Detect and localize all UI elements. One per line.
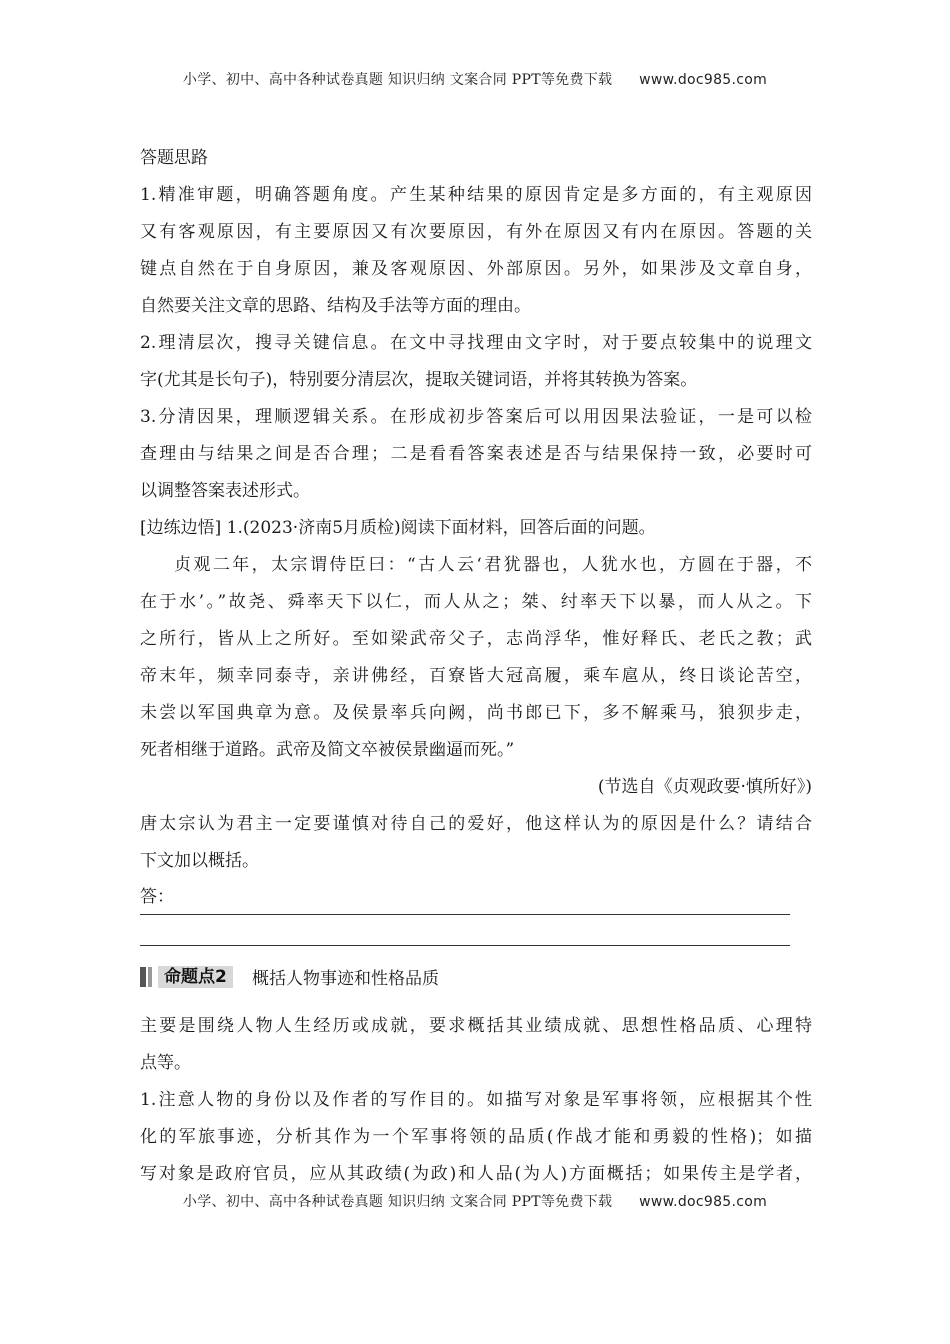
passage-line: 帝末年，频幸同泰寺，亲讲佛经，百寮皆大冠高履，乘车扈从，终日谈论苦空， xyxy=(140,666,812,686)
footer-text: 小学、初中、高中各种试卷真题 知识归纳 文案合同 PPT等免费下载 xyxy=(182,1194,613,1210)
header-site-link[interactable]: www.doc985.com xyxy=(639,72,768,88)
paragraph-line: 以调整答案表述形式。 xyxy=(140,481,310,501)
answer-blank-line[interactable] xyxy=(140,915,790,946)
document-body xyxy=(140,140,812,1193)
passage-line: 在于水’。”故尧、舜率天下以仁，而人从之；桀、纣率天下以暴，而人从之。下 xyxy=(140,592,812,612)
passage-line: 未尝以军国典章为意。及侯景率兵向阙，尚书郎已下，多不解乘马，狼狈步走， xyxy=(140,703,812,723)
topic-badge xyxy=(140,966,233,988)
exercise-prompt: [边练边悟] 1.(2023·济南5月质检)阅读下面材料，回答后面的问题。 xyxy=(140,518,656,538)
header-text: 小学、初中、高中各种试卷真题 知识归纳 文案合同 PPT等免费下载 xyxy=(182,72,613,88)
page-footer xyxy=(0,1191,950,1211)
answer-label: 答： xyxy=(140,887,174,907)
paragraph-line: 2.理清层次，搜寻关键信息。在文中寻找理由文字时，对于要点较集中的说理文 xyxy=(140,333,812,353)
paragraph-line: 1.精准审题，明确答题角度。产生某种结果的原因肯定是多方面的，有主观原因 xyxy=(140,185,812,205)
paragraph-line: 点等。 xyxy=(140,1053,191,1073)
paragraph-line: 3.分清因果，理顺逻辑关系。在形成初步答案后可以用因果法验证，一是可以检 xyxy=(140,407,812,427)
paragraph-line: 自然要关注文章的思路、结构及手法等方面的理由。 xyxy=(140,296,531,316)
section-heading-2 xyxy=(140,960,812,994)
paragraph-line: 主要是围绕人物人生经历或成就，要求概括其业绩成就、思想性格品质、心理特 xyxy=(140,1016,812,1036)
paragraph-line: 又有客观原因，有主要原因又有次要原因，有外在原因又有内在原因。答题的关 xyxy=(140,222,812,242)
passage-line: 死者相继于道路。武帝及简文卒被侯景幽逼而死。” xyxy=(140,740,515,760)
paragraph-line: 查理由与结果之间是否合理；二是看看答案表述是否与结果保持一致，必要时可 xyxy=(140,444,812,464)
topic-title: 概括人物事迹和性格品质 xyxy=(252,969,439,989)
badge-bar-icon xyxy=(148,967,152,987)
passage-source: (节选自《贞观政要·慎所好》) xyxy=(597,777,812,797)
paragraph-line: 键点自然在于自身原因，兼及客观原因、外部原因。另外，如果涉及文章自身， xyxy=(140,259,812,279)
page-header xyxy=(0,69,950,89)
passage-line: 之所行，皆从上之所好。至如梁武帝父子，志尚浮华，惟好释氏、老氏之教；武 xyxy=(140,629,812,649)
answer-field[interactable] xyxy=(140,880,790,915)
footer-site-link[interactable]: www.doc985.com xyxy=(639,1194,768,1210)
passage-line: 贞观二年，太宗谓侍臣曰：“古人云‘君犹器也，人犹水也，方圆在于器，不 xyxy=(174,555,812,575)
topic-badge-label: 命题点2 xyxy=(158,966,233,988)
question-line: 下文加以概括。 xyxy=(140,851,259,871)
section-heading: 答题思路 xyxy=(140,148,208,168)
paragraph-line: 字(尤其是长句子)，特别要分清层次，提取关键词语，并将其转换为答案。 xyxy=(140,370,698,390)
question-line: 唐太宗认为君主一定要谨慎对待自己的爱好，他这样认为的原因是什么？请结合 xyxy=(140,814,812,834)
paragraph-line: 1.注意人物的身份以及作者的写作目的。如描写对象是军事将领，应根据其个性 xyxy=(140,1090,812,1110)
badge-bar-icon xyxy=(140,967,146,987)
paragraph-line: 化的军旅事迹，分析其作为一个军事将领的品质(作战才能和勇毅的性格)；如描 xyxy=(140,1127,812,1147)
paragraph-line: 写对象是政府官员，应从其政绩(为政)和人品(为人)方面概括；如果传主是学者， xyxy=(140,1164,812,1184)
